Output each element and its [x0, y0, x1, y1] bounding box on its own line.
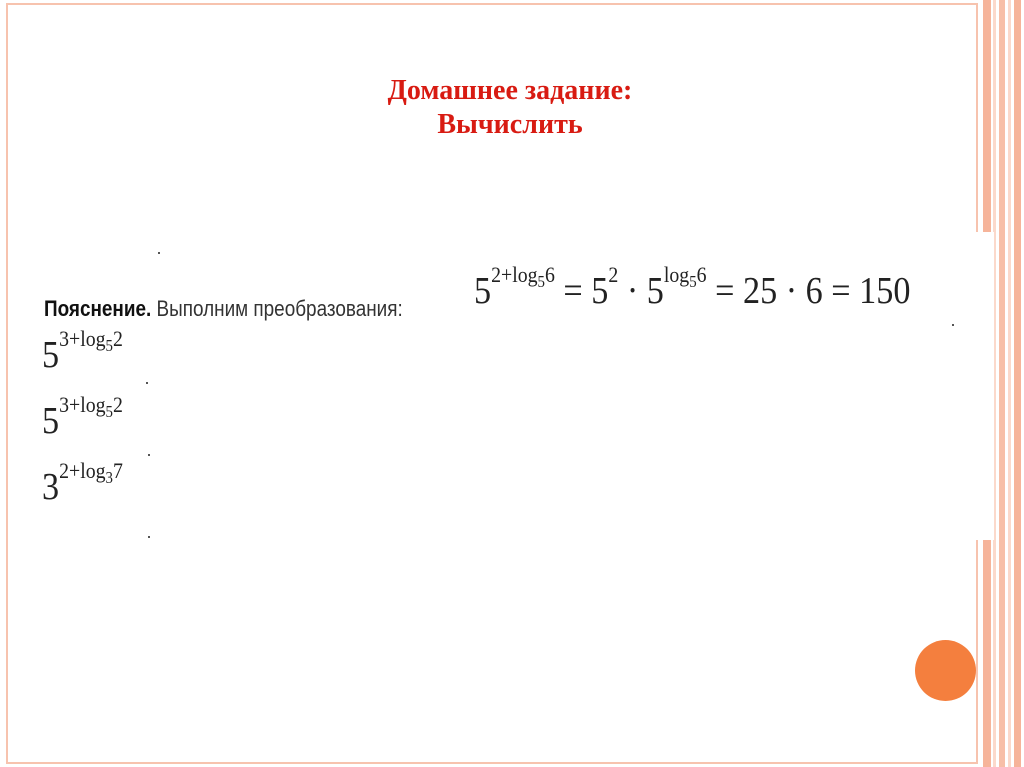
content-image: [34, 232, 994, 540]
task-expression-1: $5^{3+log_52}$: [42, 326, 123, 376]
eq-result: = 25 · 6 = 150: [706, 269, 911, 312]
eq-square: 2: [608, 262, 619, 287]
eq-exponent: 2+log56: [491, 262, 555, 291]
decor-circle: [915, 640, 976, 701]
explanation-text: [44, 296, 403, 322]
eq-exponent: log56: [663, 262, 707, 291]
slide-title: [260, 74, 760, 142]
task-expression-3: $3^{2+log_37}$: [42, 458, 123, 508]
stray-dot: [148, 454, 150, 456]
eq-part: = 5: [554, 269, 609, 312]
title-line-1: Домашнее задание:: [387, 75, 633, 106]
decor-stripe: [1008, 0, 1011, 767]
title-line-2: Вычислить: [437, 109, 583, 140]
explanation-label: Пояснение.: [44, 296, 152, 321]
decor-stripe: [999, 0, 1005, 767]
stray-dot: [158, 252, 160, 254]
stray-dot: [148, 536, 150, 538]
decor-stripe: [1014, 0, 1021, 767]
stray-dot: [146, 382, 148, 384]
example-equation: [474, 262, 910, 313]
task-expression-2: $5^{3+log_52}$: [42, 392, 123, 442]
eq-base: 5: [474, 269, 492, 312]
stray-dot: [952, 324, 954, 326]
eq-part: · 5: [618, 269, 664, 312]
explanation-body: Выполним преобразования:: [151, 296, 403, 321]
